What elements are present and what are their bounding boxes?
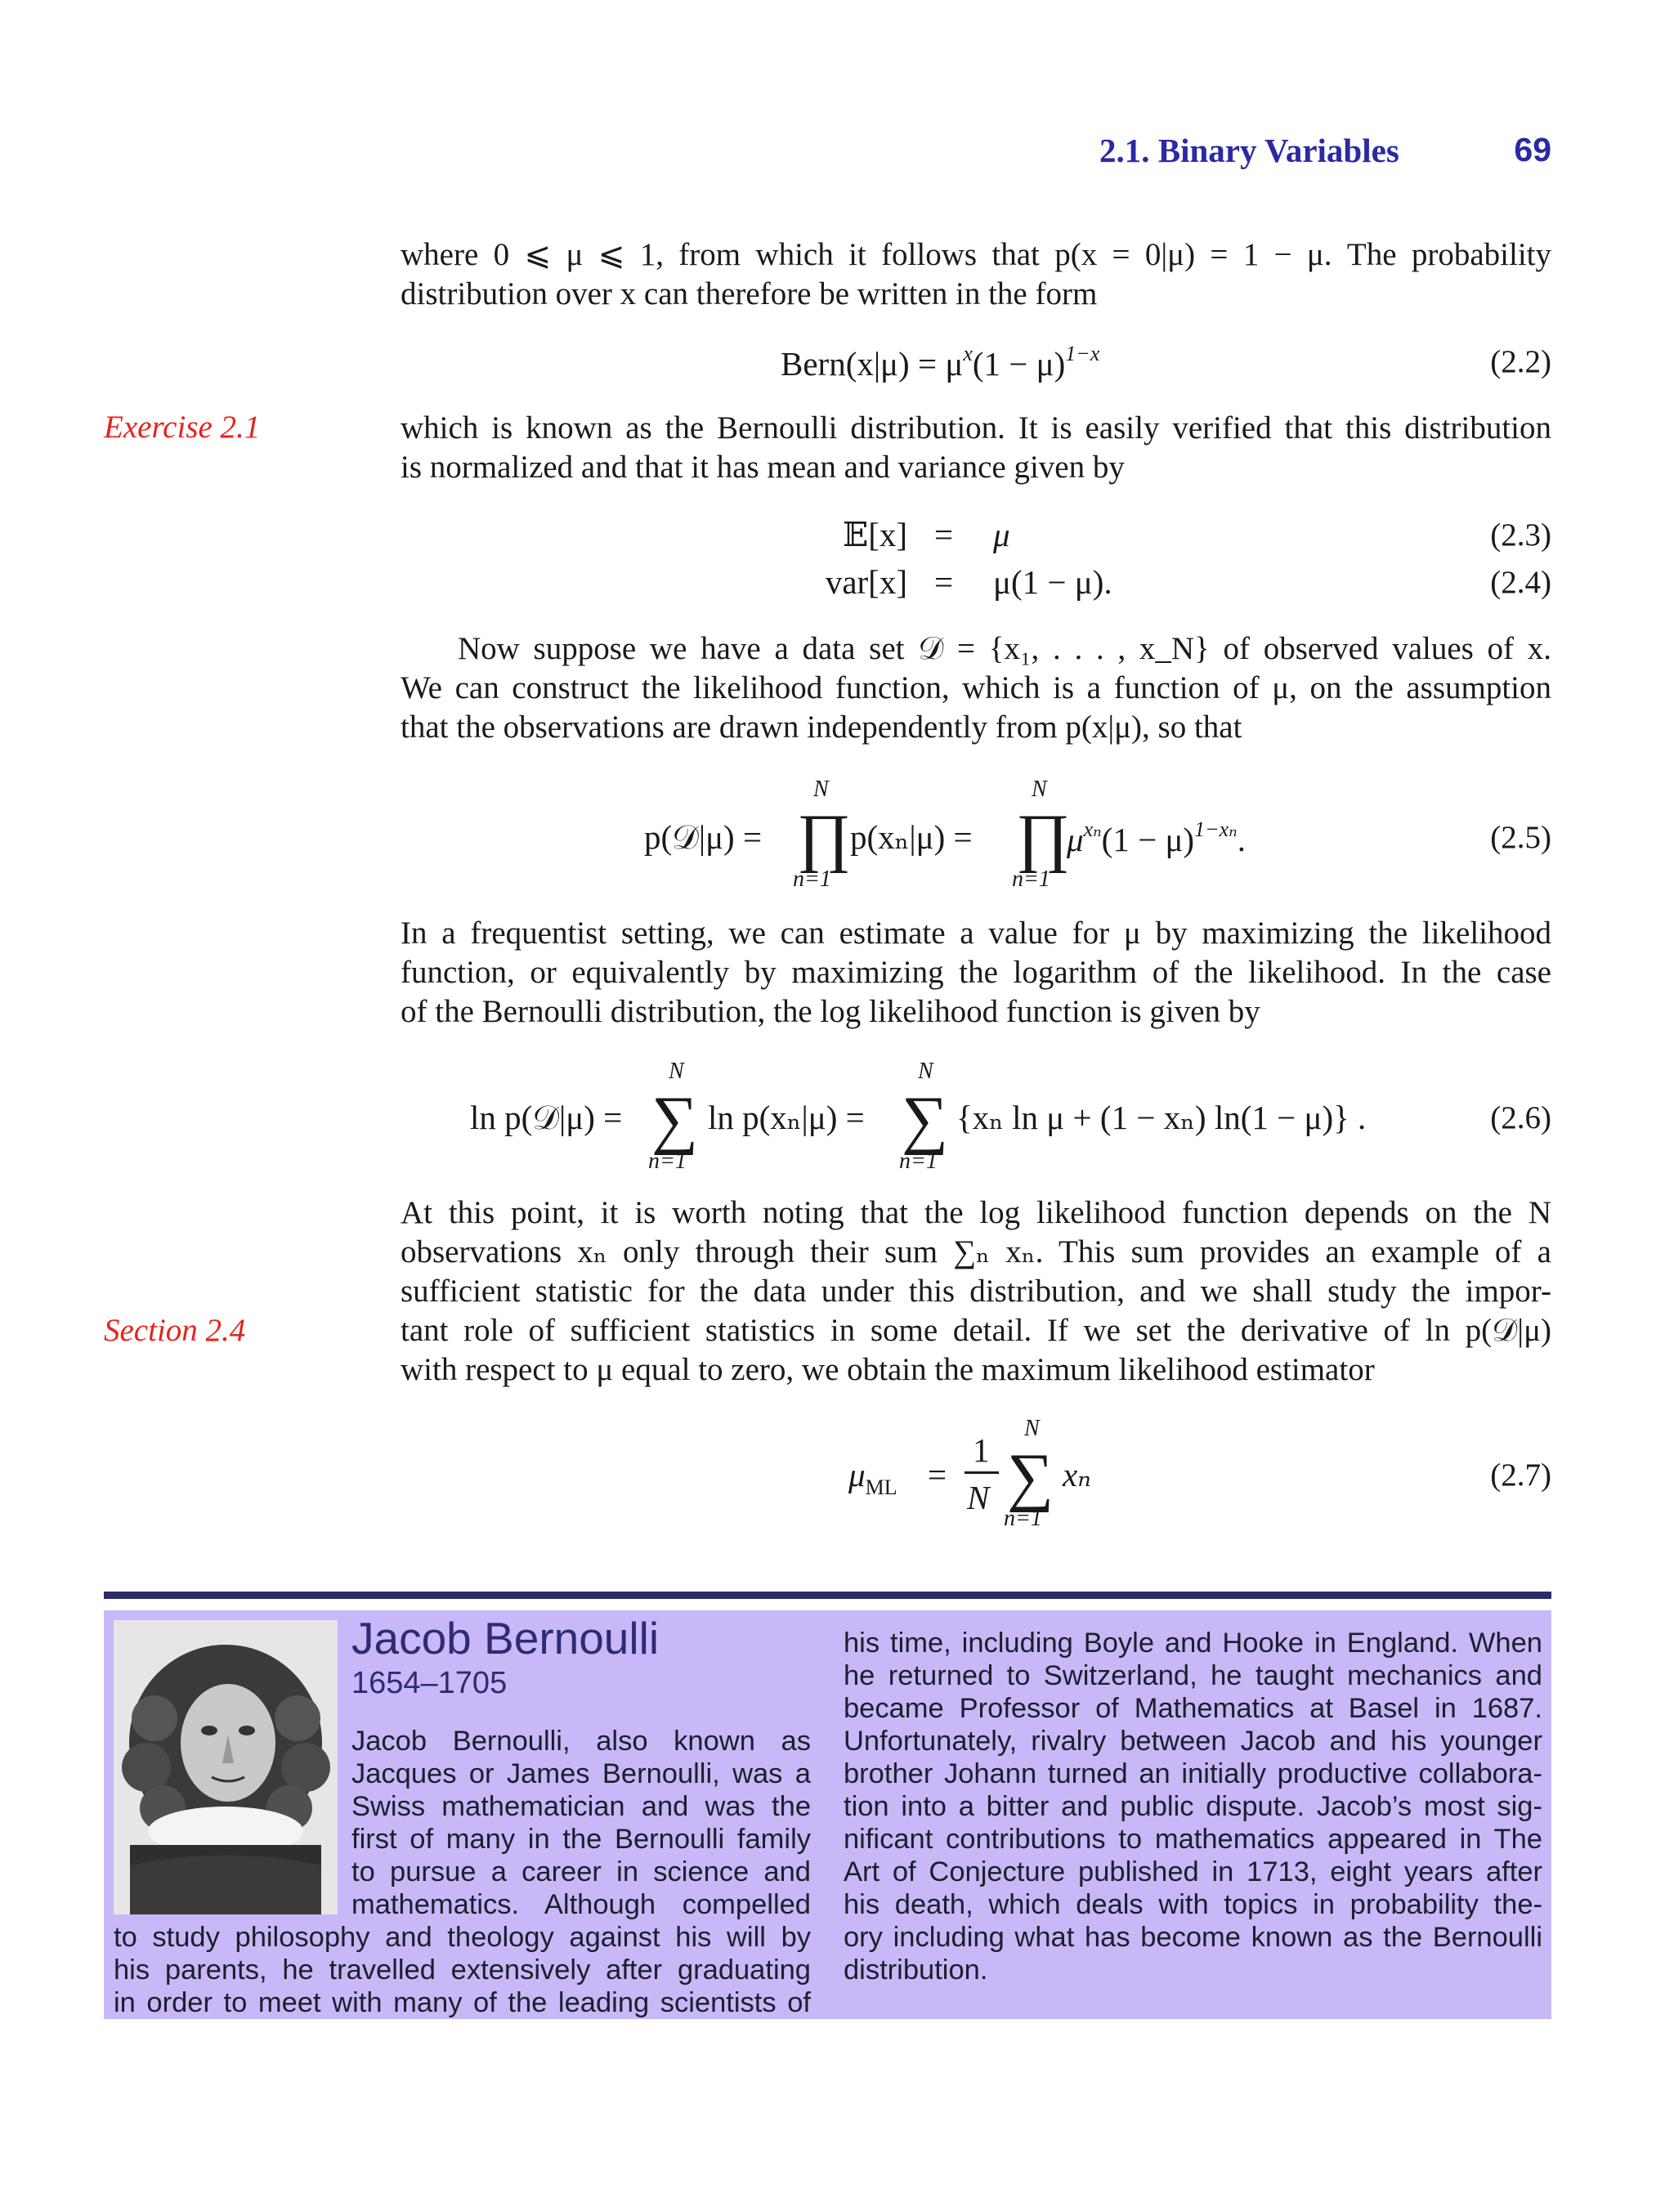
text-line: is normalized and that it has mean and variance given by — [401, 450, 1125, 485]
eq-sup: 1−x — [1065, 342, 1100, 365]
eq-term: μ — [1067, 821, 1084, 858]
bio-text-right — [844, 1627, 1542, 1986]
bio-line: distribution. — [844, 1955, 988, 1986]
equation-number: (2.3) — [1490, 517, 1551, 553]
equation-2-2 — [781, 342, 1099, 383]
page-number: 69 — [1514, 131, 1551, 168]
equation-number: (2.4) — [1490, 565, 1551, 600]
eq-rhs: μ(1 − μ). — [993, 563, 1112, 601]
eq-upper-limit: N — [1024, 1416, 1040, 1441]
text-line: function, or equivalently by maximizing the logarithm of the likelihood. In the case — [401, 955, 1551, 990]
bio-line: Jacques or James Bernoulli, was a — [351, 1758, 811, 1789]
bio-dates: 1654–1705 — [351, 1666, 508, 1700]
bio-line: nificant contributions to mathematics appeared in The — [844, 1824, 1542, 1855]
eq-mid: (1 − μ) — [972, 345, 1066, 383]
product-symbol: ∏ — [797, 802, 851, 874]
eq-lhs: μ — [848, 1456, 866, 1493]
eq-lower-limit: n=1 — [1004, 1506, 1042, 1531]
fraction-bar — [965, 1471, 999, 1474]
bio-line: he returned to Switzerland, he taught mechanics and — [844, 1660, 1542, 1691]
bio-line: became Professor of Mathematics at Basel in 1687. — [844, 1693, 1542, 1724]
eq-sup: 1−xₙ — [1194, 817, 1238, 841]
product-symbol: ∏ — [1016, 802, 1070, 874]
bio-line: mathematics. Although compelled — [351, 1889, 811, 1920]
eq-upper-limit: N — [669, 1059, 684, 1084]
eq-equals: = — [934, 563, 954, 601]
text-line: where 0 ⩽ μ ⩽ 1, from which it follows that p(x = 0|μ) = 1 − μ. The probability — [401, 237, 1551, 272]
eq-sub: ML — [865, 1475, 897, 1499]
bio-line: Jacob Bernoulli, also known as — [351, 1726, 811, 1757]
eq-lhs: Bern(x|μ) = μ — [781, 345, 964, 383]
eq-lhs: p(𝒟|μ) = — [644, 818, 763, 856]
bio-text-left — [351, 1725, 811, 1921]
text-line: of the Bernoulli distribution, the log likelihood function is given by — [401, 994, 1260, 1029]
text-line: sufficient statistic for the data under this distribution, and we shall study the impor- — [401, 1274, 1551, 1309]
eq-lower-limit: n=1 — [1012, 866, 1050, 892]
eq-term: p(xₙ|μ) = — [850, 818, 973, 856]
text-line: We can construct the likelihood function, which is a function of μ, on the assumption — [401, 670, 1551, 705]
equation-number: (2.7) — [1490, 1458, 1551, 1493]
text-line: which is known as the Bernoulli distribution. It is easily verified that this distribution — [401, 410, 1551, 446]
paragraph-3 — [401, 629, 1551, 747]
summation-symbol: ∑ — [651, 1084, 699, 1156]
eq-term: xₙ — [1063, 1456, 1091, 1493]
bio-name: Jacob Bernoulli — [351, 1613, 660, 1663]
text-line: observations xₙ only through their sum ∑ₙ xₙ. This sum provides an example of a — [401, 1234, 1551, 1269]
fraction-numerator: 1 — [973, 1431, 990, 1469]
bio-line: his parents, he travelled extensively after graduating — [114, 1955, 811, 1986]
paragraph-5 — [401, 1193, 1551, 1390]
summation-symbol: ∑ — [1007, 1441, 1054, 1513]
summation-symbol: ∑ — [902, 1084, 949, 1156]
eq-lower-limit: n=1 — [648, 1149, 687, 1174]
text-line: with respect to μ equal to zero, we obtain the maximum likelihood estimator — [401, 1352, 1375, 1387]
eq-sup: xₙ — [1083, 817, 1102, 841]
eq-rhs: μ — [993, 516, 1010, 553]
bio-line: his time, including Boyle and Hooke in England. When — [844, 1628, 1542, 1659]
eq-upper-limit: N — [918, 1059, 933, 1084]
paragraph-4 — [401, 914, 1551, 1032]
eq-sup: x — [963, 342, 973, 365]
bio-line: ory including what has become known as the Bernoulli — [844, 1922, 1542, 1953]
text-line: Now suppose we have a data set 𝒟 = {x₁, . . . , x_N} of observed values of x. — [458, 631, 1551, 666]
eq-lower-limit: n=1 — [793, 866, 831, 892]
eq-term: (1 − μ) — [1101, 821, 1195, 858]
bio-line: tion into a bitter and public dispute. Jacob’s most sig- — [844, 1791, 1542, 1822]
margin-note-section[interactable]: Section 2.4 — [104, 1313, 246, 1348]
eq-lhs: ln p(𝒟|μ) = — [470, 1099, 623, 1136]
eq-lhs: 𝔼[x] — [842, 516, 907, 553]
bio-line: his death, which deals with topics in probability the- — [844, 1889, 1542, 1920]
bio-line: first of many in the Bernoulli family — [351, 1824, 811, 1855]
divider-rule — [104, 1592, 1551, 1599]
bio-text-bottom — [114, 1921, 811, 2019]
text-line: distribution over x can therefore be written in the form — [401, 276, 1098, 311]
equation-number: (2.2) — [1490, 344, 1551, 379]
bio-line: in order to meet with many of the leading scientists of — [114, 1987, 811, 2018]
eq-term: {xₙ ln μ + (1 − xₙ) ln(1 − μ)} . — [956, 1099, 1367, 1136]
eq-lhs: var[x] — [825, 563, 907, 601]
text-line: At this point, it is worth noting that the log likelihood function depends on the N — [401, 1195, 1551, 1230]
portrait-image — [114, 1620, 338, 1914]
equation-number: (2.6) — [1490, 1100, 1551, 1135]
eq-equals: = — [934, 516, 954, 553]
bio-line: Unfortunately, rivalry between Jacob and his younger — [844, 1726, 1542, 1757]
text-line: that the observations are drawn independently from p(x|μ), so that — [401, 710, 1242, 745]
bio-line: brother Johann turned an initially productive collabora- — [844, 1758, 1542, 1789]
eq-equals: = — [928, 1456, 947, 1493]
equation-number: (2.5) — [1490, 820, 1551, 855]
paragraph-2 — [401, 409, 1551, 487]
bio-line: Swiss mathematician and was the — [351, 1791, 811, 1822]
eq-upper-limit: N — [1032, 777, 1047, 802]
eq-end: . — [1237, 821, 1246, 858]
fraction-denominator: N — [967, 1479, 990, 1516]
portrait-engraving-icon — [114, 1620, 338, 1914]
margin-note-exercise[interactable]: Exercise 2.1 — [104, 410, 261, 445]
biography-box — [104, 1610, 1551, 2019]
bio-line: Art of Conjecture published in 1713, eight years after — [844, 1856, 1542, 1887]
paragraph-1 — [401, 235, 1551, 314]
text-line: tant role of sufficient statistics in some detail. If we set the derivative of ln p(𝒟|μ) — [401, 1313, 1551, 1348]
eq-lower-limit: n=1 — [899, 1149, 938, 1174]
bio-line: to pursue a career in science and — [351, 1856, 811, 1887]
eq-upper-limit: N — [813, 777, 829, 802]
running-header: 2.1. Binary Variables — [1099, 132, 1399, 169]
bio-line: to study philosophy and theology against his will by — [114, 1922, 811, 1953]
eq-term: ln p(xₙ|μ) = — [708, 1099, 865, 1136]
text-line: In a frequentist setting, we can estimate a value for μ by maximizing the likelihood — [401, 916, 1551, 951]
